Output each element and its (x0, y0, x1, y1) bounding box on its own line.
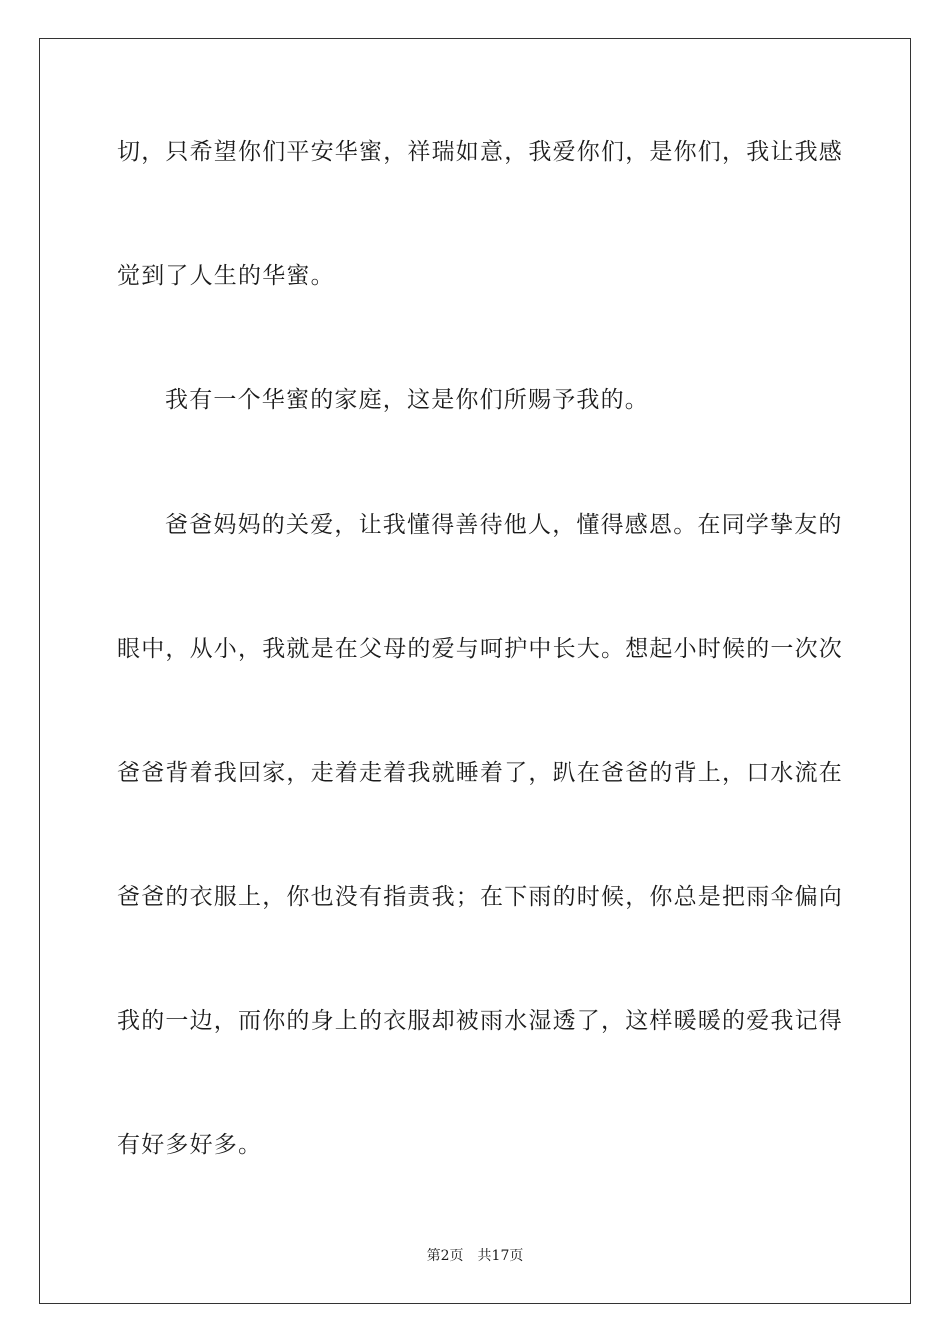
text-line: 爸爸背着我回家，走着走着我就睡着了，趴在爸爸的背上，口水流在 (117, 760, 843, 786)
paragraph-first-line: 爸爸妈妈的关爱，让我懂得善待他人，懂得感恩。在同学挚友的 (165, 512, 843, 538)
text-line: 爸爸的衣服上，你也没有指责我；在下雨的时候，你总是把雨伞偏向 (117, 884, 843, 910)
text-line: 切，只希望你们平安华蜜，祥瑞如意，我爱你们，是你们，我让我感 (117, 139, 843, 165)
paragraph-first-line: 我有一个华蜜的家庭，这是你们所赐予我的。 (165, 387, 649, 413)
page-total: 共17页 (477, 1248, 524, 1264)
page-frame (39, 38, 911, 1304)
page-number: 第2页 (426, 1248, 464, 1264)
text-line: 眼中，从小，我就是在父母的爱与呵护中长大。想起小时候的一次次 (117, 636, 843, 662)
text-line: 觉到了人生的华蜜。 (117, 263, 335, 289)
text-line: 我的一边，而你的身上的衣服却被雨水湿透了，这样暖暖的爱我记得 (117, 1008, 843, 1034)
page-footer (0, 1247, 950, 1265)
text-line: 有好多好多。 (117, 1132, 263, 1158)
